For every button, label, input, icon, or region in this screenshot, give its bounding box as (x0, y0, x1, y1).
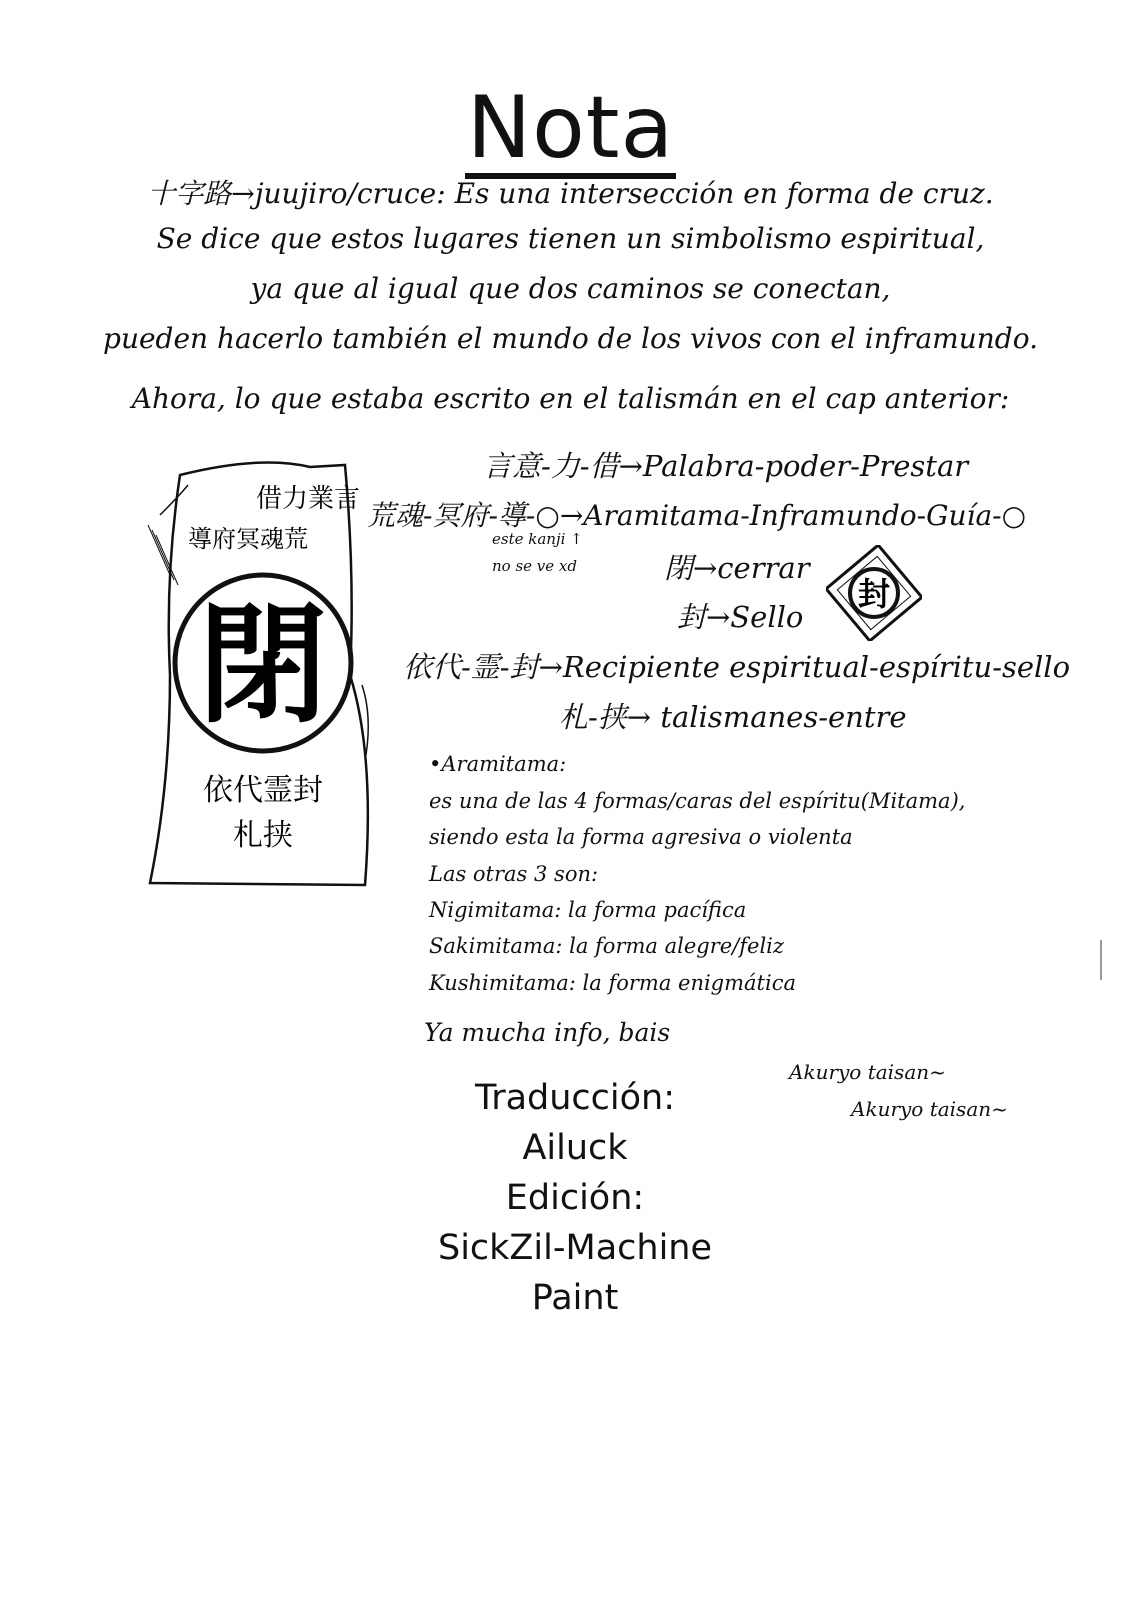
credit-tool: Paint (531, 1278, 619, 1318)
glossary-line-3: 閉→cerrar (664, 551, 810, 585)
glossary-note-2: no se ve xd (492, 557, 577, 575)
closing-line: Ya mucha info, bais (424, 1018, 671, 1047)
aramitama-line-1: es una de las 4 formas/caras del espíritu(Mitama), (429, 789, 966, 813)
intro-line-1: 十字路→juujiro/cruce: Es una intersección en forma de cruz. (147, 177, 994, 210)
intro-line-4: pueden hacerlo también el mundo de los vivos con el inframundo. (103, 322, 1038, 355)
signature-line-2: Akuryo taisan~ (851, 1097, 1008, 1121)
intro-line-3: ya que al igual que dos caminos se conectan, (250, 272, 891, 305)
glossary-line-6: 札-挟→ talismanes-entre (559, 700, 907, 734)
aramitama-heading: •Aramitama: (429, 752, 567, 776)
aramitama-line-2: siendo esta la forma agresiva o violenta (429, 825, 853, 849)
talisman-bottom-text-1: 依代霊封 (203, 773, 323, 808)
talisman-top-right-text: 借力業言 (255, 484, 361, 514)
glossary-line-1: 言意-力-借→Palabra-poder-Prestar (483, 449, 969, 483)
signature-line-1: Akuryo taisan~ (789, 1060, 946, 1084)
credit-translator: Ailuck (522, 1128, 628, 1168)
talisman-illustration (140, 455, 380, 895)
glossary-line-5: 依代-霊-封→Recipiente espiritual-espíritu-sello (403, 650, 1071, 684)
talisman-center-kanji: 閉 (197, 589, 329, 741)
glossary-line-4: 封→Sello (677, 600, 804, 634)
seal-kanji: 封 (857, 575, 891, 613)
scan-artifact (1100, 940, 1102, 980)
aramitama-line-6: Kushimitama: la forma enigmática (429, 971, 796, 995)
glossary-line-2: 荒魂-冥府-導-○→Aramitama-Inframundo-Guía-○ (367, 499, 1027, 532)
aramitama-line-3: Las otras 3 son: (429, 862, 599, 886)
lead-line: Ahora, lo que estaba escrito en el talismán en el cap anterior: (131, 382, 1010, 415)
aramitama-line-5: Sakimitama: la forma alegre/feliz (429, 934, 784, 958)
talisman-top-left-text: 導府冥魂荒 (188, 525, 308, 553)
glossary-note-1: este kanji ↑ (492, 530, 583, 548)
credit-translation-label: Traducción: (474, 1078, 676, 1118)
credit-editor: SickZil-Machine (437, 1228, 713, 1268)
page-title: Nota (466, 78, 675, 178)
seal-icon (826, 545, 922, 641)
aramitama-line-4: Nigimitama: la forma pacífica (429, 898, 747, 922)
intro-line-2: Se dice que estos lugares tienen un simbolismo espiritual, (156, 222, 985, 255)
talisman-bottom-text-2: 札挟 (233, 818, 293, 853)
credit-edition-label: Edición: (505, 1178, 645, 1218)
